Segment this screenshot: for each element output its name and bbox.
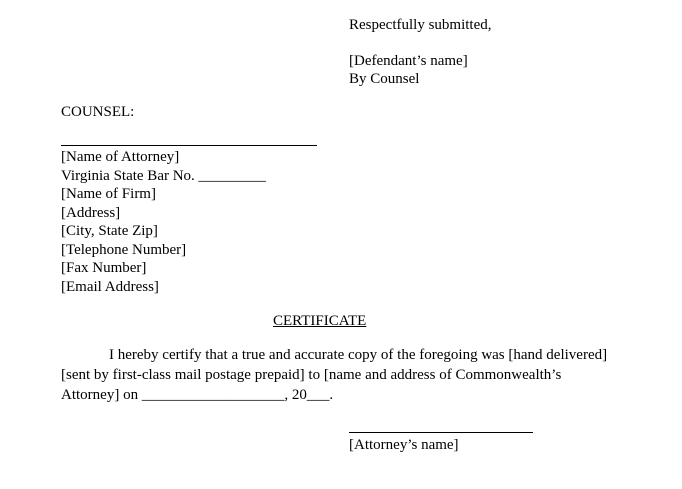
counsel-signature-line: [61, 145, 317, 146]
attorney-name-line: [Name of Attorney]: [61, 149, 180, 165]
closing-text: Respectfully submitted,: [349, 17, 492, 33]
telephone-line: [Telephone Number]: [61, 242, 187, 258]
attorney-signature-line: [349, 432, 533, 433]
firm-name-line: [Name of Firm]: [61, 186, 156, 202]
attorney-signature-name: [Attorney’s name]: [349, 437, 459, 453]
fax-line: [Fax Number]: [61, 260, 147, 276]
counsel-heading: COUNSEL:: [61, 104, 135, 120]
defendant-name: [Defendant’s name]: [349, 53, 468, 69]
certificate-paragraph: [61, 345, 621, 405]
certificate-body: I hereby certify that a true and accurate copy of the foregoing was [hand delivered] [sent by first-class mail postage prepaid] to [name and address of Commonwealth’s Attorney] on ___________________, 20___.: [61, 347, 608, 403]
by-counsel-text: By Counsel: [349, 71, 420, 87]
city-state-zip-line: [City, State Zip]: [61, 223, 158, 239]
bar-number-line: Virginia State Bar No. _________: [61, 168, 267, 184]
email-line: [Email Address]: [61, 279, 159, 295]
certificate-heading: CERTIFICATE: [273, 313, 367, 329]
address-line: [Address]: [61, 205, 121, 221]
